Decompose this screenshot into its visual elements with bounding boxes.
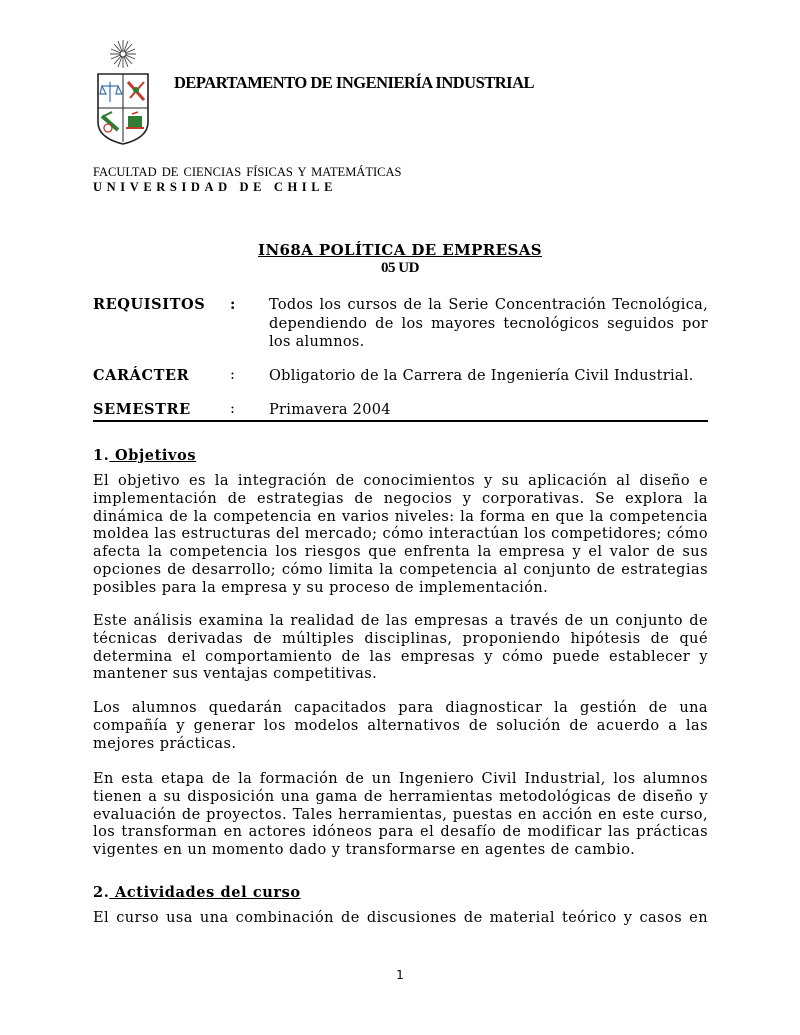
university-name: UNIVERSIDAD DE CHILE	[93, 180, 338, 194]
actividades-number: 2.	[93, 884, 110, 901]
objetivos-paragraph: En esta etapa de la formación de un Ingeniero Civil Industrial, los alumnos tienen a su disposición una gama de herramientas metodológicas de diseño y evaluación de proyectos. Tales herramientas, puestas en acción en este curso, los transforman en actores idóneos para el desafío de modificar las prácticas vigentes en un momento dado y transformarse en agentes de cambio.	[93, 771, 708, 859]
caracter-label: CARÁCTER	[93, 367, 190, 384]
objetivos-title: Objetivos	[109, 447, 197, 464]
university-coat-of-arms-logo	[90, 38, 156, 146]
page-number: 1	[396, 968, 404, 982]
objetivos-paragraph: Este análisis examina la realidad de las empresas a través de un conjunto de técnicas derivadas de múltiples disciplinas, proponiendo hipótesis de qué determina el comportamiento de las empresas y cómo puede establecer y mantener sus ventajas competitivas.	[93, 613, 708, 683]
objetivos-paragraph: El objetivo es la integración de conocimientos y su aplicación al diseño e implementación de estrategias de negocios y corporativas. Se explora la dinámica de la competencia en varios niveles: la forma en que la competencia moldea las estructuras del mercado; cómo interactúan los competidores; cómo afecta la competencia los riesgos que enfrenta la empresa y el valor de sus opciones de desarrollo; cómo limita la competencia al conjunto de estrategias posibles para la empresa y su proceso de implementación.	[93, 473, 708, 596]
actividades-paragraph: El curso usa una combinación de discusiones de material teórico y casos en	[93, 910, 708, 926]
faculty-name: FACULTAD DE CIENCIAS FÍSICAS Y MATEMÁTICAS	[93, 165, 402, 179]
semestre-label: SEMESTRE	[93, 401, 191, 418]
header-divider	[93, 420, 708, 422]
course-title: IN68A POLÍTICA DE EMPRESAS	[258, 241, 542, 259]
actividades-heading	[93, 884, 301, 901]
caracter-colon: :	[230, 367, 236, 383]
department-name: DEPARTAMENTO DE INGENIERÍA INDUSTRIAL	[174, 73, 535, 92]
objetivos-paragraph: Los alumnos quedarán capacitados para diagnosticar la gestión de una compañía y generar los modelos alternativos de solución de acuerdo a las mejores prácticas.	[93, 700, 708, 752]
requisitos-value: Todos los cursos de la Serie Concentración Tecnológica, dependiendo de los mayores tecnológicos seguidos por los alumnos.	[269, 297, 708, 350]
actividades-title: Actividades del curso	[109, 884, 301, 901]
objetivos-number: 1.	[93, 447, 110, 464]
semestre-colon: :	[230, 401, 236, 417]
course-credits: 05 UD	[381, 260, 419, 276]
requisitos-label: REQUISITOS	[93, 296, 206, 313]
caracter-value: Obligatorio de la Carrera de Ingeniería Civil Industrial.	[269, 368, 694, 384]
objetivos-heading	[93, 447, 196, 464]
requisitos-colon: :	[230, 296, 236, 313]
semestre-value: Primavera 2004	[269, 402, 391, 418]
